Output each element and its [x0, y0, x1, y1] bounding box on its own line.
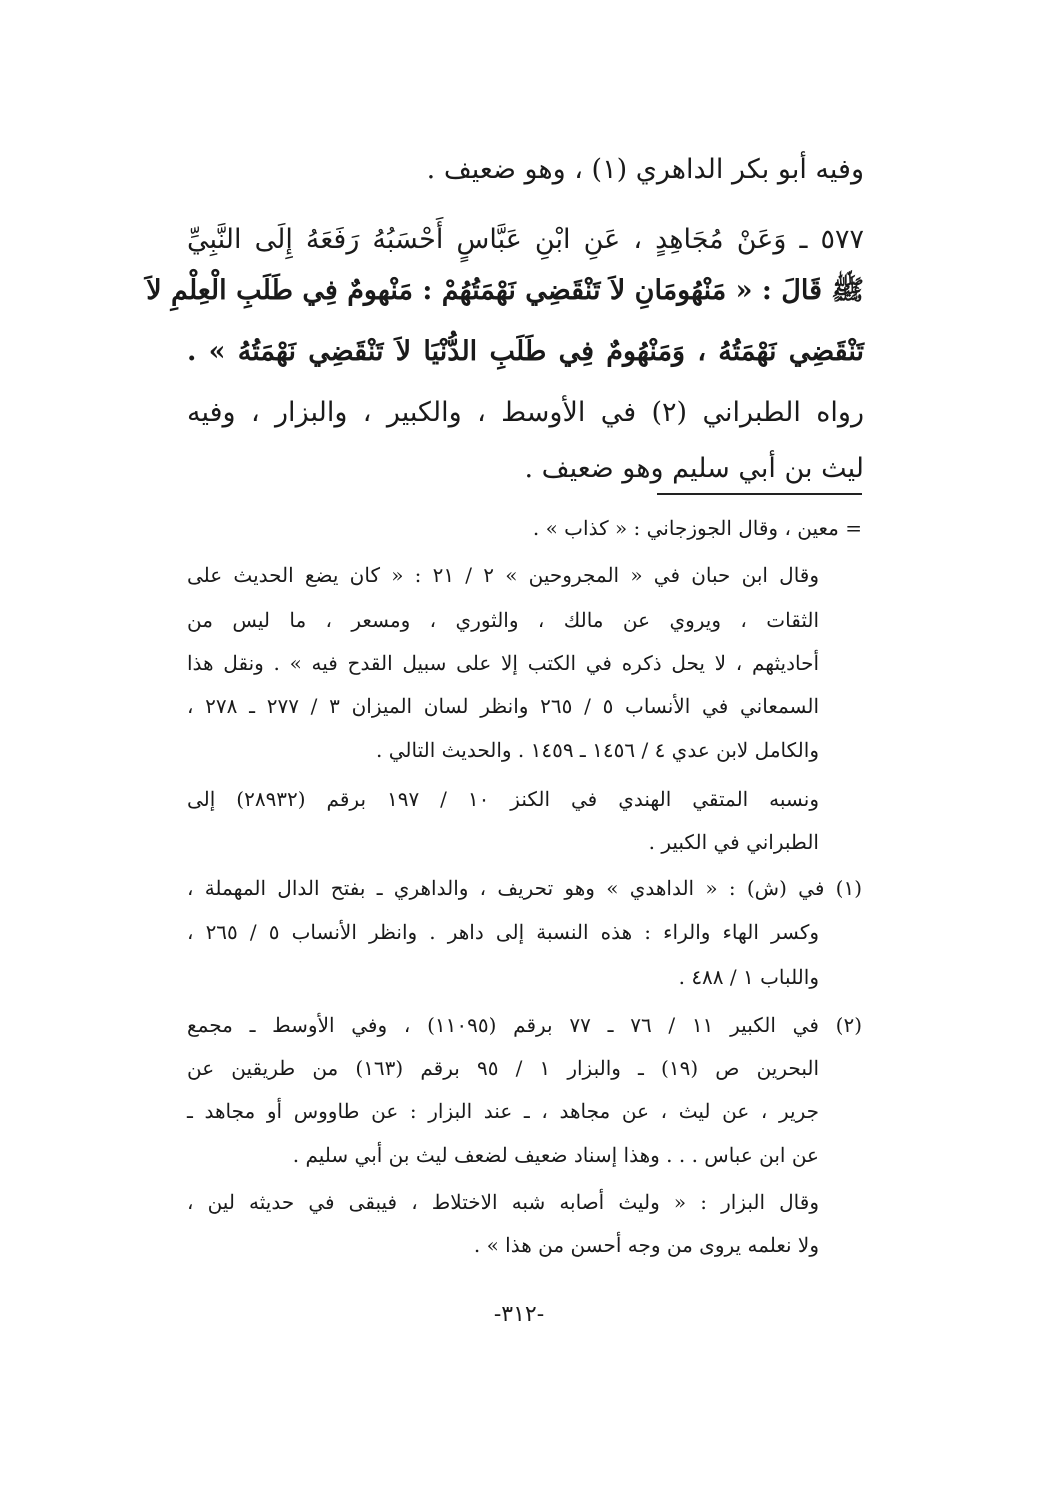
footnote-line: عن ابن عباس . . . وهذا إسناد ضعيف لضعف ليث بن أبي سليم . [292, 1143, 819, 1167]
footnote-line: ولا نعلمه يروى من وجه أحسن من هذا » . [473, 1233, 819, 1257]
footnote-line: جرير ، عن ليث ، عن مجاهد ، ـ عند البزار : عن طاووس أو مجاهد ـ [187, 1099, 819, 1123]
main-text-line: وفيه أبو بكر الداهري (١) ، وهو ضعيف . [426, 154, 864, 185]
footnote-line: السمعاني في الأنساب ٥ / ٢٦٥ وانظر لسان الميزان ٣ / ٢٧٧ ـ ٢٧٨ ، [187, 694, 820, 718]
footnote-line: والكامل لابن عدي ٤ / ١٤٥٦ ـ ١٤٥٩ . والحديث التالي . [376, 738, 819, 762]
page-number: -٣١٢- [493, 1302, 545, 1327]
footnote-line: وقال البزار : « وليث أصابه شبه الاختلاط ، فيبقى في حديثه لين ، [187, 1190, 819, 1214]
footnote-line: وكسر الهاء والراء : هذه النسبة إلى داهر . وانظر الأنساب ٥ / ٢٦٥ ، [187, 920, 820, 944]
hadith-line: ٥٧٧ ـ وَعَنْ مُجَاهِدٍ ، عَنِ ابْنِ عَبَّاسٍ أَحْسَبُهُ رَفَعَهُ إِلَى النَّبِيِّ [187, 224, 864, 255]
main-text-line: ليث بن أبي سليم وهو ضعيف . [524, 453, 864, 484]
hadith-line: ﷺ قَالَ : « مَنْهُومَانِ لاَ تَنْقَضِي نَهْمَتُهُمْ : مَنْهومٌ فِي طَلَبِ الْعِلْمِ لاَ [146, 275, 864, 306]
footnote-line: البحرين ص (١٩) ـ والبزار ١ / ٩٥ برقم (١٦٣) من طريقين عن [187, 1056, 820, 1080]
footnote-line: الطبراني في الكبير . [648, 830, 819, 854]
footnote-line: ونسبه المتقي الهندي في الكنز ١٠ / ١٩٧ برقم (٢٨٩٣٢) إلى [187, 787, 820, 811]
footnote-line: (١) في (ش) : « الداهدي » وهو تحريف ، والداهري ـ بفتح الدال المهملة ، [187, 876, 862, 900]
hadith-line: تَنْقَضِي نَهْمَتُهُ ، وَمَنْهُومٌ فِي طَلَبِ الدُّنْيَا لاَ تَنْقَضِي نَهْمَتُهُ » . [187, 336, 864, 367]
footnote-line: أحاديثهم ، لا يحل ذكره في الكتب إلا على سبيل القدح فيه » . ونقل هذا [187, 651, 819, 675]
footnote-separator [657, 493, 862, 495]
main-text-line: رواه الطبراني (٢) في الأوسط ، والكبير ، والبزار ، وفيه [187, 397, 864, 428]
footnote-line: واللباب ١ / ٤٨٨ . [678, 965, 819, 989]
footnote-line: (٢) في الكبير ١١ / ٧٦ ـ ٧٧ برقم (١١٠٩٥) ، وفي الأوسط ـ مجمع [187, 1013, 863, 1037]
footnote-line: الثقات ، ويروي عن مالك ، والثوري ، ومسعر ، ما ليس من [187, 608, 819, 632]
footnote-line: = معين ، وقال الجوزجاني : « كذاب » . [532, 516, 862, 540]
footnote-line: وقال ابن حبان في « المجروحين » ٢ / ٢١ : « كان يضع الحديث على [187, 563, 820, 587]
